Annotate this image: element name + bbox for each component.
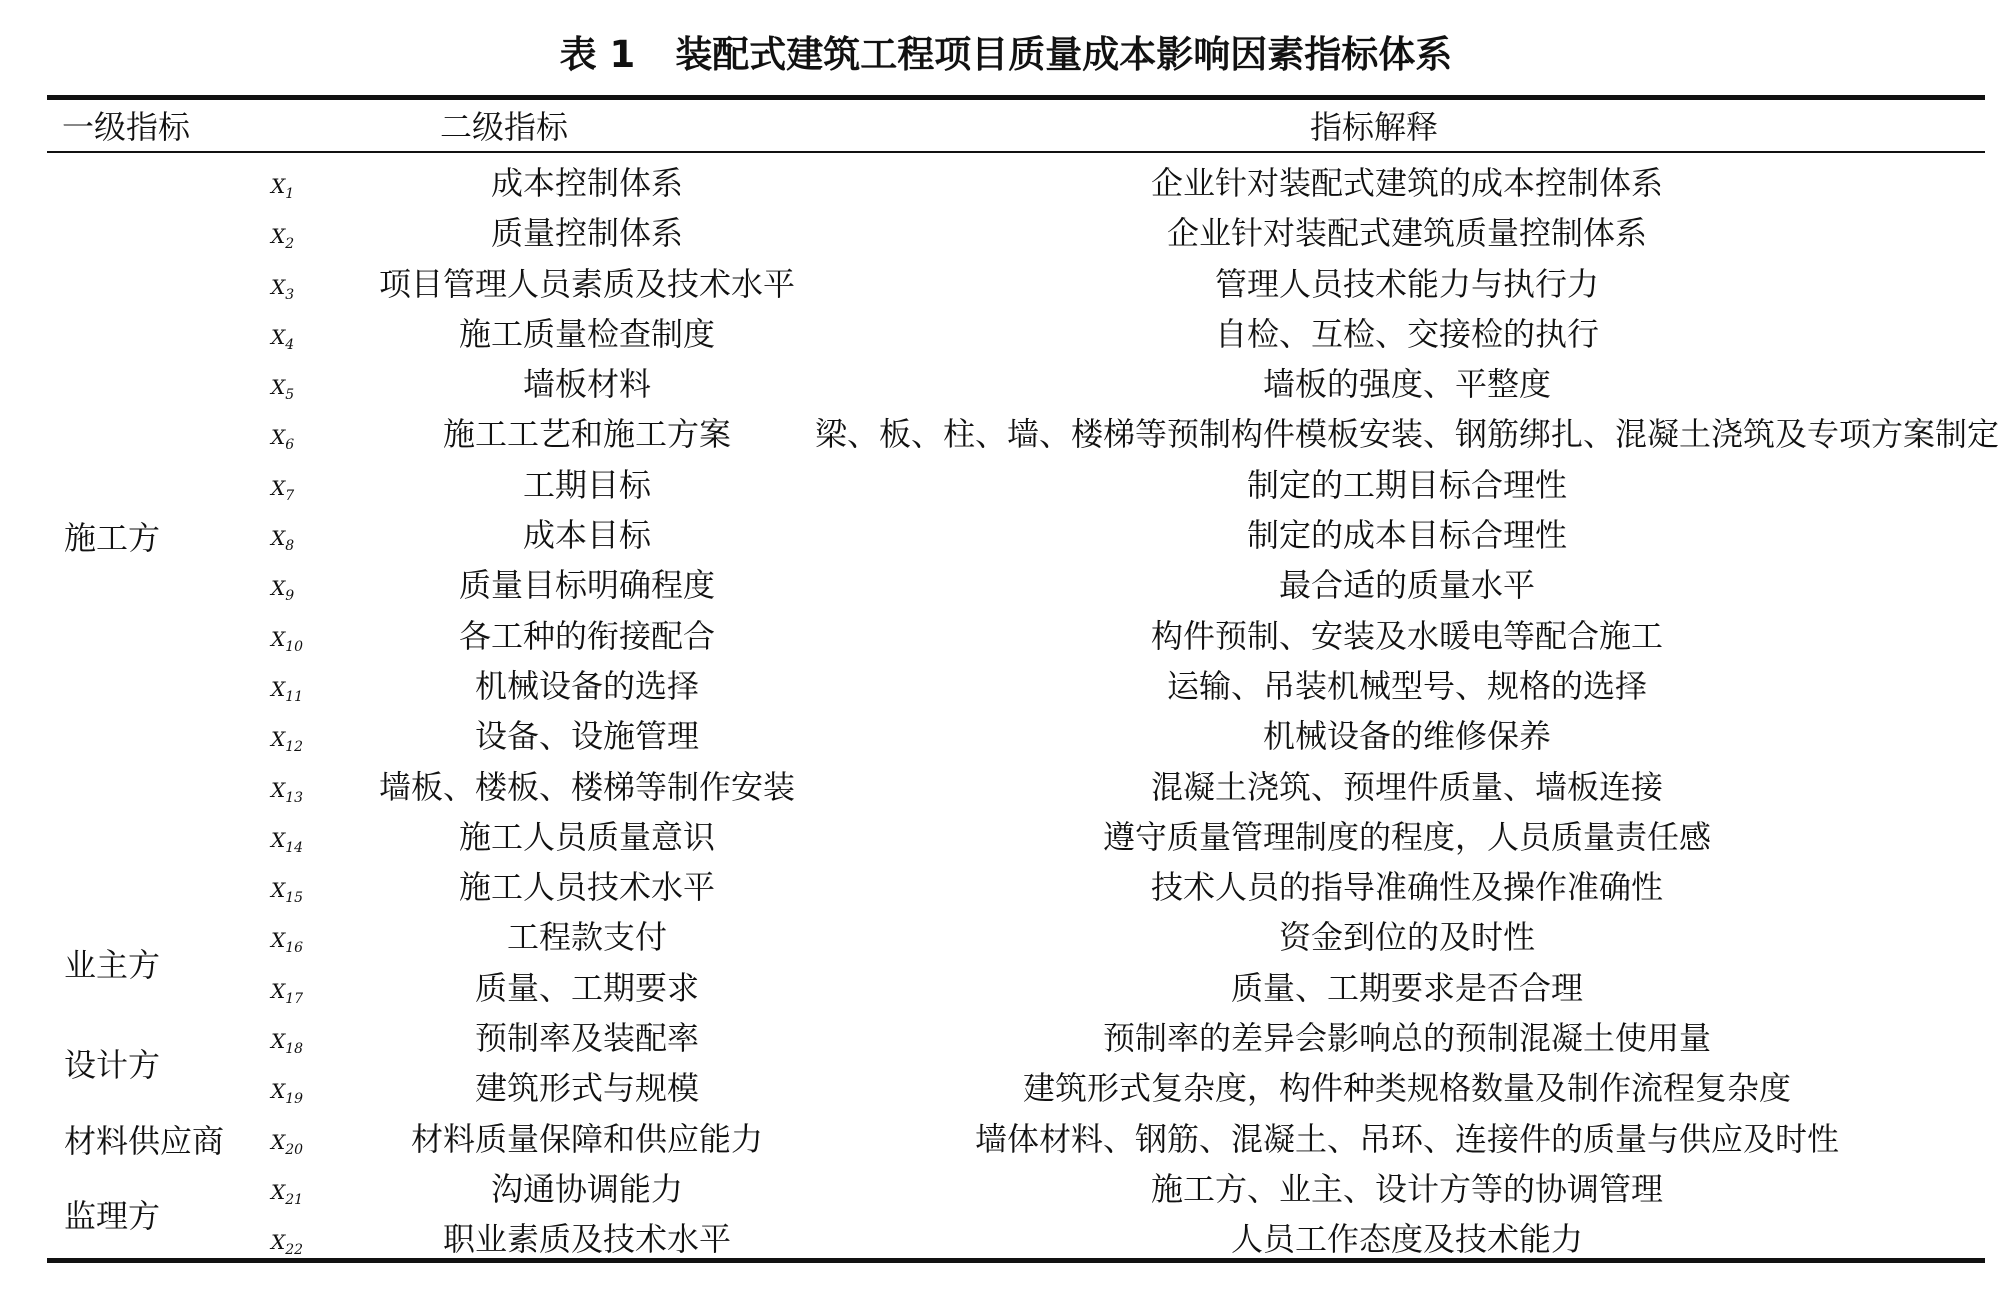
- table-row: [47, 208, 1985, 258]
- indicator-explanation: 企业针对装配式建筑的成本控制体系: [1150, 164, 1663, 202]
- indicator-code: $X_8$: [271, 526, 295, 555]
- indicator-explanation: 质量、工期要求是否合理: [1230, 968, 1583, 1007]
- bottom-rule: [47, 1258, 1985, 1263]
- table-row: [47, 259, 1985, 309]
- table-row: [47, 1164, 1985, 1214]
- indicator-name: 预制率及装配率: [474, 1019, 699, 1058]
- header-explanation: 指标解释: [1310, 108, 1439, 146]
- table-row: [47, 359, 1985, 409]
- table-row: [47, 1214, 1985, 1264]
- indicator-code: $X_9$: [271, 576, 295, 605]
- table-row: [47, 560, 1985, 610]
- indicator-code: $X_{22}$: [271, 1230, 304, 1259]
- header-level1: 一级指标: [62, 108, 191, 146]
- indicator-explanation: 技术人员的指导准确性及操作准确性: [1150, 868, 1663, 907]
- indicator-name: 各工种的衔接配合: [458, 616, 715, 655]
- indicator-code: $X_{21}$: [271, 1179, 304, 1208]
- category-label: 业主方: [64, 945, 161, 984]
- category-label: 材料供应商: [64, 1121, 225, 1160]
- indicator-code: $X_5$: [271, 375, 295, 404]
- indicator-name: 职业素质及技术水平: [442, 1220, 731, 1259]
- indicator-name: 质量控制体系: [490, 214, 683, 253]
- table-row: [47, 812, 1985, 862]
- table-row: [47, 711, 1985, 761]
- table-number: 表 1: [559, 33, 636, 76]
- indicator-explanation: 施工方、业主、设计方等的协调管理: [1150, 1169, 1663, 1208]
- category-label: 设计方: [64, 1046, 161, 1085]
- indicator-explanation: 运输、吊装机械型号、规格的选择: [1166, 666, 1647, 705]
- indicator-code: $X_{12}$: [271, 727, 304, 756]
- indicator-code: $X_{11}$: [271, 676, 304, 705]
- category-label: 施工方: [64, 519, 161, 558]
- table-row: [47, 510, 1985, 560]
- table-body: [47, 158, 1999, 1265]
- indicator-explanation: 预制率的差异会影响总的预制混凝土使用量: [1102, 1019, 1711, 1058]
- table-row: [47, 611, 1985, 661]
- indicator-code: $X_{13}$: [271, 777, 304, 806]
- indicator-name: 施工人员技术水平: [458, 868, 715, 907]
- indicator-explanation: 混凝土浇筑、预埋件质量、墙板连接: [1150, 767, 1663, 806]
- category-label: 监理方: [64, 1197, 161, 1236]
- indicator-code: $X_2$: [271, 224, 295, 253]
- header-level2: 二级指标: [440, 108, 569, 146]
- table-row: [47, 762, 1985, 812]
- table-row: [47, 862, 1985, 912]
- top-rule: [47, 95, 1985, 100]
- indicator-code: $X_6$: [271, 425, 295, 454]
- indicator-name: 材料质量保障和供应能力: [410, 1119, 763, 1158]
- indicator-code: $X_{17}$: [271, 978, 304, 1007]
- indicator-explanation: 梁、板、柱、墙、楼梯等预制构件模板安装、钢筋绑扎、混凝土浇筑及专项方案制定: [814, 415, 1999, 454]
- indicator-name: 质量目标明确程度: [458, 566, 715, 605]
- table-row: [47, 1114, 1985, 1164]
- indicator-code: $X_7$: [271, 475, 295, 504]
- indicator-explanation: 最合适的质量水平: [1278, 566, 1535, 605]
- indicator-code: $X_{15}$: [271, 878, 304, 907]
- table-row: [47, 460, 1985, 510]
- indicator-name: 设备、设施管理: [474, 717, 699, 756]
- indicator-name: 工期目标: [522, 465, 651, 504]
- indicator-name: 墙板、楼板、楼梯等制作安装: [378, 767, 795, 806]
- indicator-explanation: 遵守质量管理制度的程度，人员质量责任感: [1102, 817, 1711, 856]
- table-row: [47, 661, 1985, 711]
- table-row: [47, 309, 1985, 359]
- indicator-name: 项目管理人员素质及技术水平: [378, 264, 795, 303]
- indicator-code: $X_{18}$: [271, 1029, 304, 1058]
- indicator-explanation: 建筑形式复杂度，构件种类规格数量及制作流程复杂度: [1022, 1069, 1791, 1108]
- indicator-explanation: 人员工作态度及技术能力: [1230, 1220, 1583, 1259]
- indicator-code: $X_{19}$: [271, 1079, 304, 1108]
- indicator-name: 成本控制体系: [490, 164, 683, 202]
- header-rule: [47, 151, 1985, 153]
- indicator-explanation: 墙板的强度、平整度: [1262, 365, 1551, 404]
- table-row: [47, 963, 1985, 1013]
- table-title: 装配式建筑工程项目质量成本影响因素指标体系: [675, 33, 1453, 76]
- table-row: [47, 409, 1999, 459]
- indicator-name: 成本目标: [522, 516, 651, 555]
- indicator-code: $X_{20}$: [271, 1129, 304, 1158]
- indicator-code: $X_{16}$: [271, 928, 304, 957]
- indicator-name: 机械设备的选择: [474, 666, 699, 705]
- indicator-explanation: 机械设备的维修保养: [1262, 717, 1551, 756]
- indicator-name: 质量、工期要求: [474, 968, 699, 1007]
- indicator-name: 施工质量检查制度: [458, 314, 715, 353]
- indicator-explanation: 墙体材料、钢筋、混凝土、吊环、连接件的质量与供应及时性: [974, 1119, 1839, 1158]
- indicator-explanation: 企业针对装配式建筑质量控制体系: [1166, 214, 1647, 253]
- indicator-name: 沟通协调能力: [490, 1169, 683, 1208]
- table-caption: [0, 20, 2012, 90]
- indicator-name: 施工人员质量意识: [458, 817, 715, 856]
- table-row: [47, 1013, 1985, 1063]
- indicator-code: $X_1$: [271, 174, 295, 202]
- table-row: [47, 158, 1985, 208]
- indicator-code: $X_{14}$: [271, 827, 304, 856]
- indicator-explanation: 资金到位的及时性: [1278, 918, 1535, 957]
- indicator-explanation: 构件预制、安装及水暖电等配合施工: [1150, 616, 1663, 655]
- indicator-name: 墙板材料: [522, 365, 651, 404]
- indicator-explanation: 自检、互检、交接检的执行: [1214, 314, 1599, 353]
- indicator-name: 施工工艺和施工方案: [442, 415, 731, 454]
- indicator-explanation: 制定的成本目标合理性: [1246, 516, 1567, 555]
- indicator-name: 工程款支付: [506, 918, 667, 957]
- indicator-code: $X_3$: [271, 274, 295, 303]
- indicator-name: 建筑形式与规模: [474, 1069, 699, 1108]
- indicator-code: $X_{10}$: [271, 626, 304, 655]
- indicator-code: $X_4$: [271, 324, 295, 353]
- table-row: [47, 912, 1985, 962]
- table-row: [47, 1063, 1985, 1113]
- indicator-explanation: 管理人员技术能力与执行力: [1214, 264, 1599, 303]
- indicator-explanation: 制定的工期目标合理性: [1246, 465, 1567, 504]
